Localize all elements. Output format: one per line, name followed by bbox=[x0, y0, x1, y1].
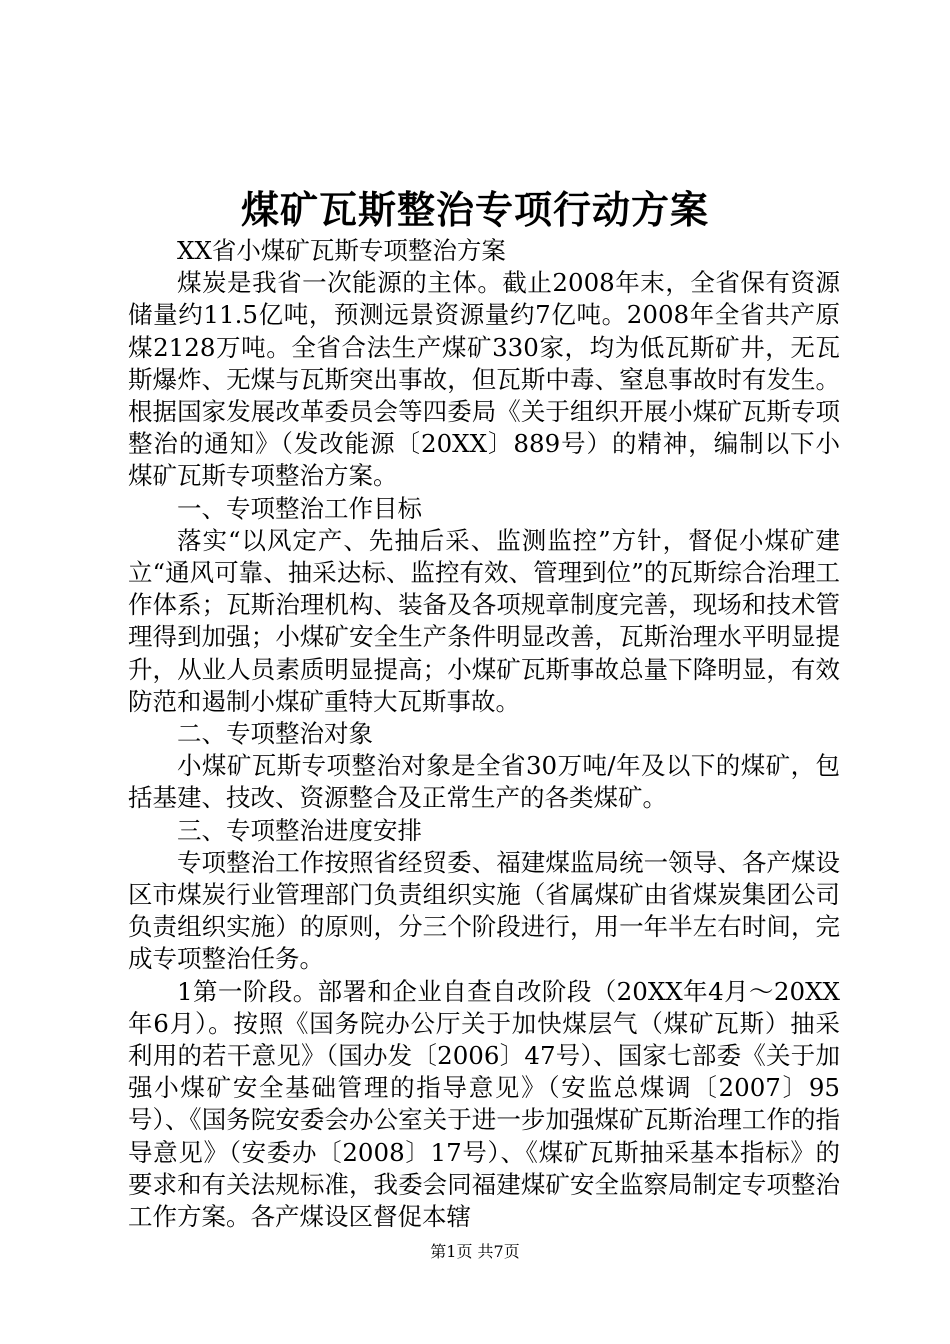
subtitle-paragraph: XX省小煤矿瓦斯专项整治方案 bbox=[177, 236, 506, 265]
section-heading-targets: 二、专项整治对象 bbox=[177, 719, 373, 749]
goals-paragraph: 落实“以风定产、先抽后采、监测监控”方针，督促小煤矿建立“通风可靠、抽采达标、监控有效、管理到位”的瓦斯综合治理工作体系；瓦斯治理机构、装备及各项规章制度完善，现场和技术管理得到加强；小煤矿安全生产条件明显改善，瓦斯治理水平明显提升，从业人员素质明显提高；小煤矿瓦斯事故总量下降明显，有效防范和遏制小煤矿重特大瓦斯事故。 bbox=[128, 525, 840, 716]
schedule-paragraph: 专项整治工作按照省经贸委、福建煤监局统一领导、各产煤设区市煤炭行业管理部门负责组织实施（省属煤矿由省煤炭集团公司负责组织实施）的原则，分三个阶段进行，用一年半左右时间，完成专项整治任务。 bbox=[128, 847, 840, 974]
page-footer: 第1页 共7页 bbox=[430, 1242, 520, 1261]
intro-paragraph: 煤炭是我省一次能源的主体。截止2008年末，全省保有资源储量约11.5亿吨，预测远景资源量约7亿吨。2008年全省共产原煤2128万吨。全省合法生产煤矿330家，均为低瓦斯矿井，无瓦斯爆炸、无煤与瓦斯突出事故，但瓦斯中毒、窒息事故时有发生。根据国家发展改革委员会等四委局《关于组织开展小煤矿瓦斯专项整治的通知》（发改能源〔20XX〕889号）的精神，编制以下小煤矿瓦斯专项整治方案。 bbox=[128, 268, 840, 491]
targets-paragraph: 小煤矿瓦斯专项整治对象是全省30万吨/年及以下的煤矿，包括基建、技改、资源整合及正常生产的各类煤矿。 bbox=[128, 751, 840, 813]
phase-one-paragraph: 1第一阶段。部署和企业自查自改阶段（20XX年4月～20XX年6月）。按照《国务院办公厅关于加快煤层气（煤矿瓦斯）抽采利用的若干意见》（国办发〔2006〕47号）、国家七部委《关于加强小煤矿安全基础管理的指导意见》（安监总煤调〔2007〕95号）、《国务院安委会办公室关于进一步加强煤矿瓦斯治理工作的指导意见》（安委办〔2008〕17号）、《煤矿瓦斯抽采基本指标》的要求和有关法规标准，我委会同福建煤矿安全监察局制定专项整治工作方案。各产煤设区督促本辖 bbox=[128, 976, 840, 1232]
document-title: 煤矿瓦斯整治专项行动方案 bbox=[240, 187, 709, 232]
section-heading-goals: 一、专项整治工作目标 bbox=[177, 493, 422, 523]
document-body bbox=[128, 235, 840, 1233]
section-heading-schedule: 三、专项整治进度安排 bbox=[177, 815, 422, 845]
